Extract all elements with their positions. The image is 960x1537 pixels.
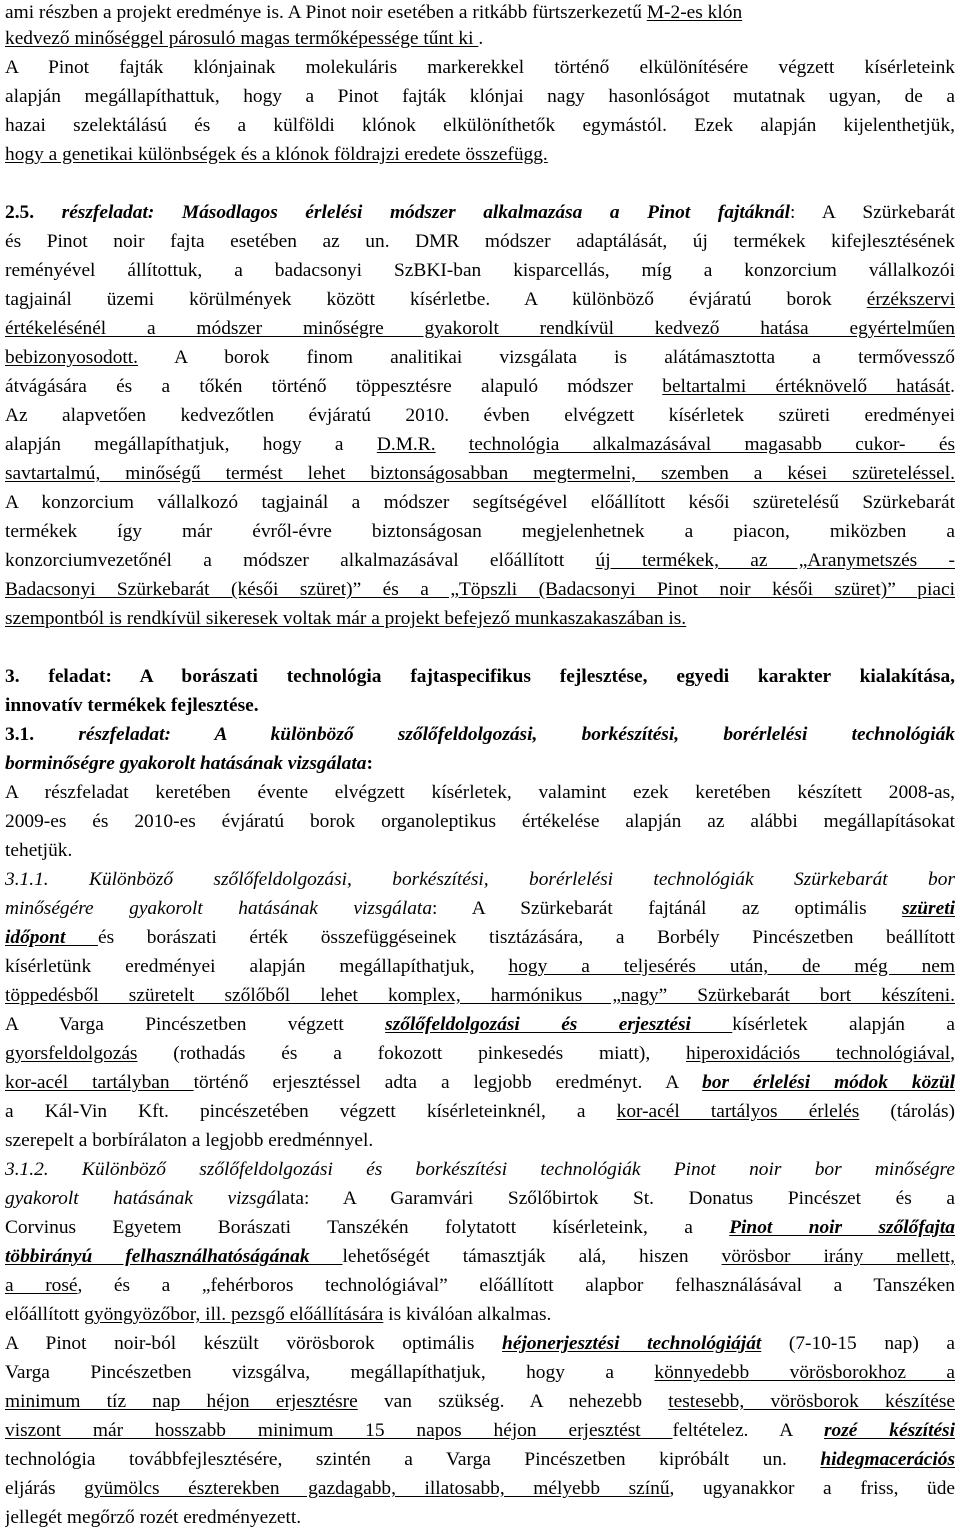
text-run: (7-10-15 nap) a [761, 1333, 955, 1354]
text-line [5, 403, 955, 428]
formatted-text: minimum tíz nap héjon erjesztésre [5, 1391, 358, 1412]
formatted-text: érzékszervi [866, 289, 955, 310]
text-run: reményével állítottuk, a badacsonyi SzBKI-ban kisparcellás, míg a konzorcium vállalkozói [5, 260, 955, 281]
formatted-text: Pinot noir szőlőfajta [729, 1217, 955, 1238]
text-run: , ugyanakkor a friss, üde [669, 1478, 955, 1499]
formatted-text: 3.1.1. Különböző szőlőfeldolgozási, borkészítési, borérlelési technológiák Szürkebarát bor [5, 869, 955, 890]
text-line [5, 1389, 955, 1414]
formatted-text: kor-acél tartályos érlelés [616, 1101, 860, 1122]
text-line [5, 780, 955, 805]
text-line [5, 1041, 955, 1066]
text-line [5, 1505, 955, 1530]
text-run: , [950, 1043, 955, 1064]
text-run: alapján megállapíthatjuk, hogy a [5, 434, 377, 455]
formatted-text: beltartalmi értéknövelő hatását [662, 376, 951, 397]
text-run: : A Szürkebarát [790, 202, 955, 223]
text-run: A borok finom analitikai vizsgálata is alátámasztotta a termővessző [138, 347, 955, 368]
text-line [5, 1099, 955, 1124]
formatted-text: hidegmacerációs [820, 1449, 955, 1470]
text-line [5, 113, 955, 138]
formatted-text: 3.1.2. Különböző szőlőfeldolgozási és borkészítési technológiák Pinot noir bor minőségre [5, 1159, 955, 1180]
formatted-text: Badacsonyi Szürkebarát (késői szüret)” és a „Töpszli (Badacsonyi Pinot noir késői szüret)” piaci [5, 579, 955, 600]
text-run: jellegét megőrző rozét eredményezett. [5, 1507, 302, 1528]
formatted-text: innovatív termékek fejlesztése. [5, 695, 259, 716]
text-line [5, 1360, 955, 1385]
formatted-text: a rosé [5, 1275, 78, 1296]
formatted-text: kor-acél tartályban [5, 1072, 194, 1093]
text-line [5, 461, 955, 486]
formatted-text: minőségére gyakorolt hatásának vizsgálata [5, 898, 433, 919]
formatted-text: testesebb, vörösborok készítése [668, 1391, 955, 1412]
text-line [5, 867, 955, 892]
text-line [5, 432, 955, 457]
text-line [5, 1012, 955, 1037]
text-line [5, 1070, 955, 1095]
text-line [5, 1244, 955, 1269]
formatted-text: 3. feladat: A borászati technológia fajtaspecifikus fejlesztése, egyedi karakter kialakítása, [5, 666, 955, 687]
formatted-text: héjonerjesztési technológiáját [502, 1333, 762, 1354]
formatted-text: borminőségre gyakorolt hatásának vizsgálata [5, 753, 367, 774]
formatted-text: : [366, 753, 373, 774]
formatted-text: bor érlelési módok közül [702, 1072, 955, 1093]
formatted-text: gyümölcs észterekben gazdagabb, illatosabb, mélyebb színű [84, 1478, 670, 1499]
formatted-text: szüreti [902, 898, 955, 919]
text-run: konzorciumvezetőnél a módszer alkalmazásával előállított [5, 550, 596, 571]
text-line [5, 374, 955, 399]
text-line [5, 490, 955, 515]
text-run: kísérletünk eredményei alapján megállapíthatjuk, [5, 956, 509, 977]
text-line [5, 925, 955, 950]
text-line [5, 896, 955, 921]
text-line [5, 1273, 955, 1298]
text-run: Varga Pincészetben vizsgálva, megállapíthatjuk, hogy a [5, 1362, 655, 1383]
text-run: a Kál-Vin Kft. pincészetében végzett kísérleteinknél, a [5, 1101, 617, 1122]
text-line [5, 838, 955, 863]
text-run: szerepelt a borbírálaton a legjobb eredménnyel. [5, 1130, 374, 1151]
formatted-text: rozé készítési [824, 1420, 955, 1441]
text-line [5, 693, 955, 718]
text-line [5, 287, 955, 312]
text-line [5, 258, 955, 283]
text-run: A Varga Pincészetben végzett [5, 1014, 386, 1035]
text-line [5, 1128, 955, 1153]
text-line [5, 1302, 955, 1327]
formatted-text: M-2-es klón [646, 2, 743, 23]
text-line [5, 0, 955, 25]
text-line [5, 577, 955, 602]
formatted-text: töppedésből szüretelt szőlőből lehet komplex, harmónikus „nagy” Szürkebarát bort készíteni. [5, 985, 955, 1006]
text-run: tehetjük. [5, 840, 73, 861]
text-run: . [950, 376, 955, 397]
text-line [5, 954, 955, 979]
text-line [5, 519, 955, 544]
text-run: van szükség. A nehezebb [357, 1391, 669, 1412]
text-run: hazai szelektálású és a külföldi klónok elkülöníthetők egymástól. Ezek alapján kijelenthetjük, [5, 115, 955, 136]
text-line [5, 1476, 955, 1501]
formatted-text: gyakorolt hatásának vizsgá [5, 1188, 276, 1209]
text-line [5, 1186, 955, 1211]
text-run: és Pinot noir fajta esetében az un. DMR módszer adaptálását, új termékek kifejlesztésének [5, 231, 955, 252]
text-line [5, 983, 955, 1008]
text-run: A részfeladat keretében évente elvégzett kísérletek, valamint ezek keretében készített 2008-as, [5, 782, 955, 803]
formatted-text: többirányú felhasználhatóságának [5, 1246, 343, 1267]
text-line [5, 664, 955, 689]
formatted-text: időpont [5, 927, 98, 948]
formatted-text: részfeladat: A különböző szőlőfeldolgozási, borkészítési, borérlelési technológiák [78, 724, 955, 745]
text-run: (rothadás és a fokozott pinkesedés miatt), [137, 1043, 687, 1064]
text-run: A konzorcium vállalkozó tagjainál a módszer segítségével előállított késői szüretelésű Szürkebarát [5, 492, 955, 513]
formatted-text: savtartalmú, minőségű termést lehet biztonságosabban megtermelni, szemben a kései szüreteléssel. [5, 463, 955, 484]
formatted-text: gyorsfeldolgozás [5, 1043, 138, 1064]
formatted-text: hogy a genetikai különbségek és a klónok földrajzi eredete összefügg. [5, 144, 548, 165]
text-run: átvágására és a tőkén történő töppesztésre alapuló módszer [5, 376, 663, 397]
formatted-text: hogy a teljesérés után, de még nem [508, 956, 955, 977]
formatted-text: 2.5. [5, 202, 62, 223]
formatted-text: hiperoxidációs technológiával [686, 1043, 951, 1064]
text-run: 2009-es és 2010-es évjáratú borok organoleptikus értékelése alapján az alábbi megállapításokat [5, 811, 955, 832]
text-run: , és a „fehérboros technológiával” előállított alapbor felhasználásával a Tanszéken [77, 1275, 955, 1296]
text-run: Az alapvetően kedvezőtlen évjáratú 2010. évben elvégzett kísérletek szüreti eredményei [5, 405, 955, 426]
text-run: alapján megállapíthattuk, hogy a Pinot fajták klónjai nagy hasonlóságot mutatnak ugyan, de a [5, 86, 955, 107]
text-run: : A Szürkebarát fajtánál az optimális [432, 898, 903, 919]
text-line [5, 1157, 955, 1182]
text-run: lata: A Garamvári Szőlőbirtok St. Donatus Pincészet és a [275, 1188, 955, 1209]
text-line [5, 1418, 955, 1443]
formatted-text: bebizonyosodott. [5, 347, 139, 368]
text-line [5, 316, 955, 341]
text-run: Corvinus Egyetem Borászati Tanszékén folytatott kísérleteink, a [5, 1217, 730, 1238]
formatted-text: D.M.R. [376, 434, 436, 455]
text-line [5, 1215, 955, 1240]
text-run: (tárolás) [859, 1101, 955, 1122]
formatted-text: részfeladat: Másodlagos érlelési módszer alkalmazása a Pinot fajtáknál [61, 202, 791, 223]
text-run: technológia továbbfejlesztésére, szintén a Varga Pincészetben kipróbált un. [5, 1449, 821, 1470]
text-run [436, 434, 469, 455]
text-line [5, 84, 955, 109]
formatted-text: értékelésénél a módszer minőségre gyakorolt rendkívül kedvező hatása egyértelműen [5, 318, 955, 339]
text-line [5, 1447, 955, 1472]
text-line [5, 751, 955, 776]
text-run: előállított [5, 1304, 85, 1325]
formatted-text: 3.1. [5, 724, 79, 745]
text-line [5, 548, 955, 573]
formatted-text: új termékek, az „Aranymetszés - [595, 550, 955, 571]
text-run: . [478, 28, 484, 49]
text-line [5, 722, 955, 747]
text-line [5, 1331, 955, 1356]
text-run: történő erjesztéssel adta a legjobb eredményt. A [193, 1072, 703, 1093]
text-run: és borászati érték összefüggéseinek tisztázására, a Borbély Pincészetben beállított [97, 927, 955, 948]
text-line [5, 606, 955, 631]
formatted-text: szempontból is rendkívül sikeresek voltak már a projekt befejező munkaszakaszában is. [5, 608, 687, 629]
text-line [5, 229, 955, 254]
text-run: kísérletek alapján a [732, 1014, 955, 1035]
text-run: lehetőségét támasztják alá, hiszen [342, 1246, 722, 1267]
text-line [5, 55, 955, 80]
formatted-text: könnyedebb vörösborokhoz a [654, 1362, 955, 1383]
text-run: A Pinot noir-ból készült vörösborok optimális [5, 1333, 503, 1354]
formatted-text: gyöngyözőbor, ill. pezsgő előállítására [84, 1304, 384, 1325]
text-line [5, 809, 955, 834]
formatted-text: technológia alkalmazásával magasabb cukor- és [468, 434, 955, 455]
formatted-text: szőlőfeldolgozási és erjesztési [385, 1014, 733, 1035]
text-run: is kiválóan alkalmas. [383, 1304, 552, 1325]
text-run: ami részben a projekt eredménye is. A Pinot noir esetében a ritkább fürtszerkezetű [5, 2, 647, 23]
formatted-text: vörösbor irány mellett, [721, 1246, 955, 1267]
formatted-text: kedvező minőséggel párosuló magas termőképessége tűnt ki [5, 28, 479, 49]
text-run: termékek így már évről-évre biztonságosan megjelenhetnek a piacon, miközben a [5, 521, 955, 542]
text-line [5, 26, 955, 51]
formatted-text: viszont már hosszabb minimum 15 napos héjon erjesztést [5, 1420, 673, 1441]
text-line [5, 142, 955, 167]
text-line [5, 345, 955, 370]
text-run: feltételez. A [672, 1420, 825, 1441]
text-run: tagjainál üzemi körülmények között kísérletbe. A különböző évjáratú borok [5, 289, 867, 310]
text-run: A Pinot fajták klónjainak molekuláris markerekkel történő elkülönítésére végzett kísérleteink [5, 57, 955, 78]
text-run: eljárás [5, 1478, 85, 1499]
text-line [5, 200, 955, 225]
